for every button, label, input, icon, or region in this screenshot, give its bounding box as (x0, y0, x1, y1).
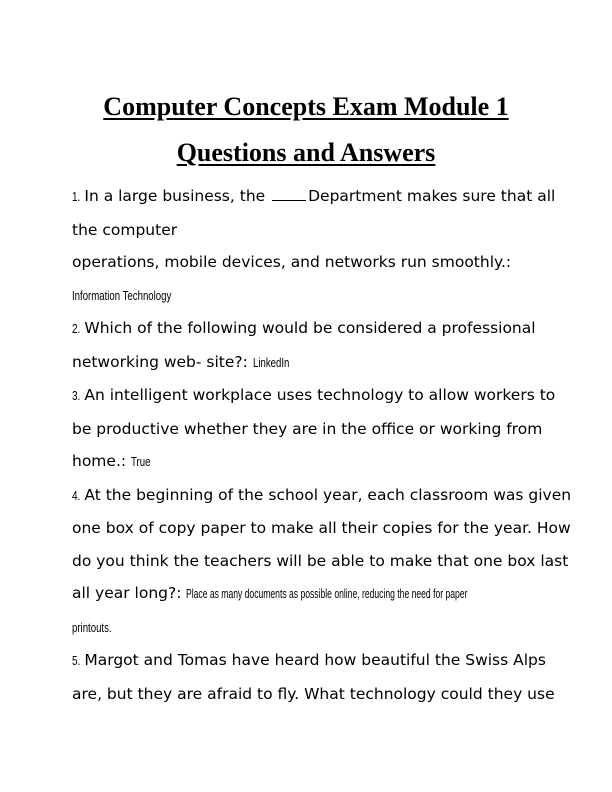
document-title: Computer Concepts Exam Module 1 (103, 92, 509, 121)
question-text: Department makes sure that all (308, 187, 556, 205)
question-text: networking web- site?: (72, 352, 248, 371)
question-text: In a large business, the (84, 187, 266, 205)
answer-text: LinkedIn (252, 354, 290, 370)
question-number: 5. (72, 654, 81, 668)
question-number: 4. (72, 488, 81, 503)
question-4 (72, 479, 572, 645)
document-subtitle: Questions and Answers (176, 138, 436, 167)
question-text: operations, mobile devices, and networks run smoothly.: (72, 253, 512, 271)
question-list (72, 180, 572, 710)
question-5 (72, 644, 555, 710)
question-text: one box of copy paper to make all their copies for the year. How (72, 519, 571, 537)
question-number: 1. (72, 190, 81, 204)
answer-text: True (131, 454, 151, 469)
answer-text: Place as many documents as possible online, reducing the need for paper (186, 586, 468, 601)
fill-in-blank (272, 190, 306, 201)
answer-text: Information Technology (72, 287, 172, 303)
question-text: Which of the following would be considered a professional (84, 319, 536, 337)
question-number: 3. (72, 389, 81, 403)
question-text: the computer (72, 220, 178, 239)
question-1 (72, 180, 556, 312)
question-2 (72, 312, 552, 379)
question-text: all year long?: (72, 584, 182, 602)
question-text: are, but they are afraid to fly. What technology could they use (72, 684, 555, 703)
question-text: home.: (72, 452, 127, 470)
question-text: do you think the teachers will be able to make that one box last (72, 551, 569, 570)
question-text: Margot and Tomas have heard how beautiful the Swiss Alps (84, 651, 546, 669)
question-text: At the beginning of the school year, each classroom was given (84, 485, 572, 504)
question-text: be productive whether they are in the office or working from (72, 419, 543, 438)
question-number: 2. (72, 322, 81, 336)
question-text: An intelligent workplace uses technology to allow workers to (84, 386, 556, 404)
answer-text: printouts. (72, 619, 112, 635)
question-3 (72, 379, 556, 479)
